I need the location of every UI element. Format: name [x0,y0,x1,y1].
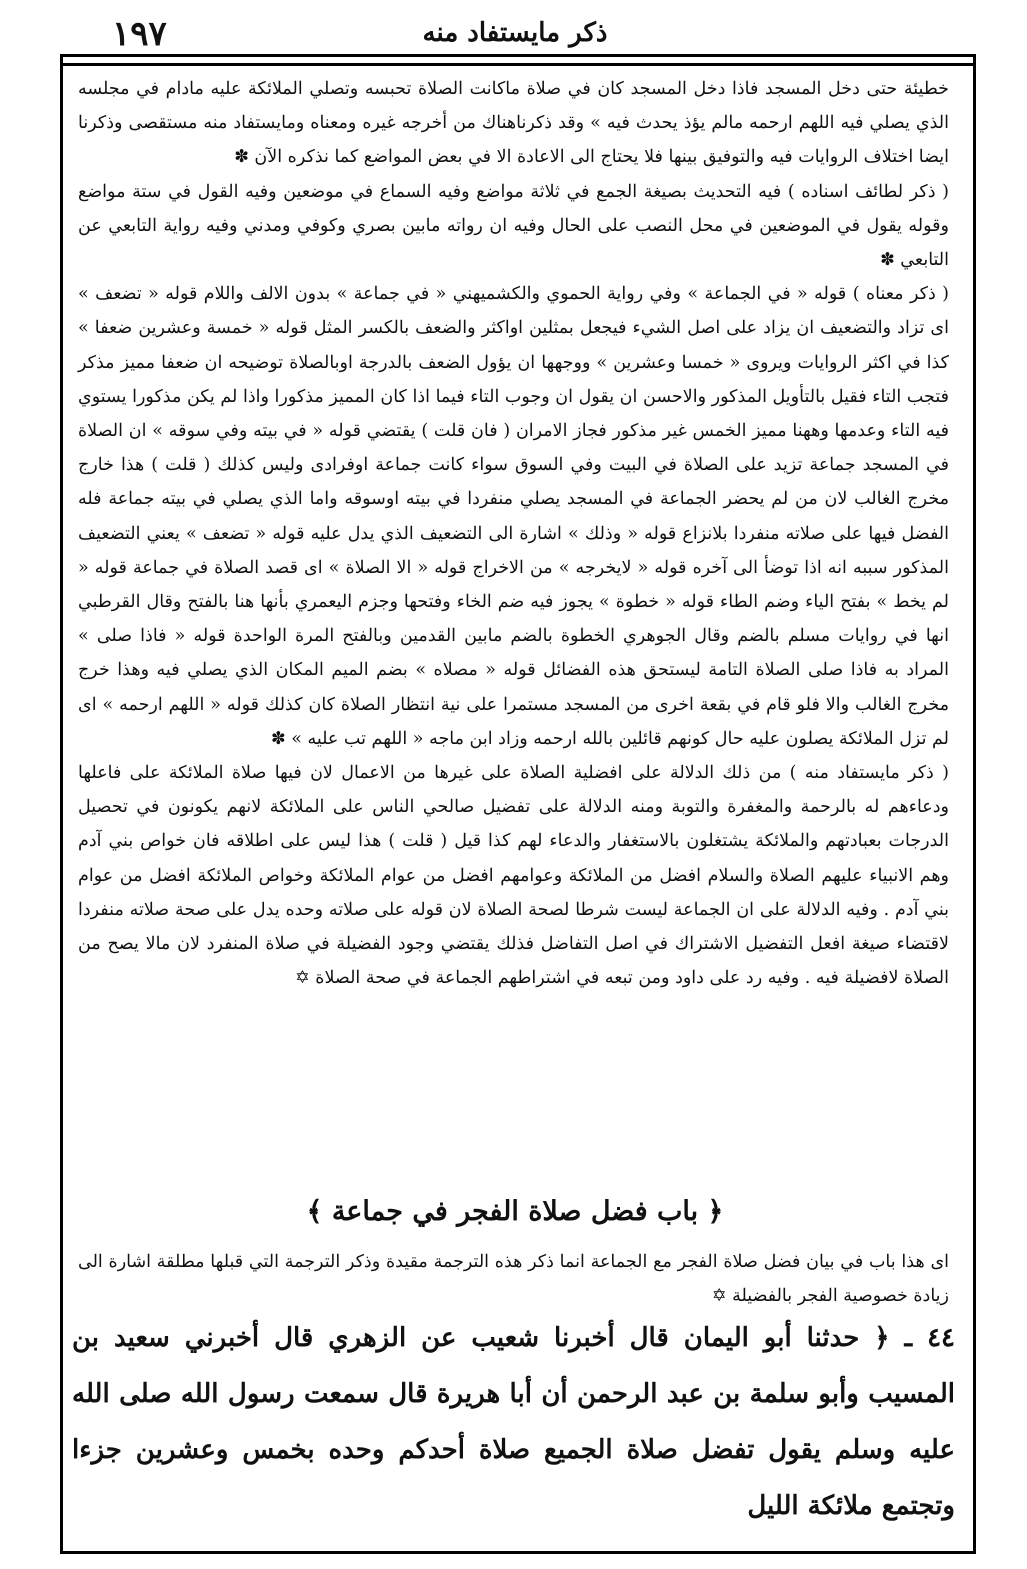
hadith-text-block [72,1310,955,1534]
chapter-intro: اى هذا باب في بيان فضل صلاة الفجر مع الجماعة انما ذكر هذه الترجمة مقيدة وذكر الترجمة التي قبلها مطلقة اشارة الى زيادة خصوصية الفجر بالفضيلة ✡ [78,1252,949,1307]
paragraph-intro: خطيئة حتى دخل المسجد فاذا دخل المسجد كان في صلاة ماكانت الصلاة تحبسه وتصلي الملائكة عليه مادام في مجلسه الذي يصلي فيه اللهم ارحمه مالم يؤذ يحدث فيه » وقد ذكرناهناك من أخرجه غيره ومعناه ومايستفاد منه مستقصى وذكرنا ايضا اختلاف الروايات فيه والتوفيق بينها فلا يحتاج الى الاعادة الا في بعض المواضع كما نذكره الآن ✽ [78,79,949,168]
chapter-heading: ﴿ باب فضل صلاة الفجر في جماعة ﴾ [306,1196,724,1227]
running-title: ذكر مايستفاد منه [422,18,608,48]
paragraph-isnad: ( ذكر لطائف اسناده ) فيه التحديث بصيغة الجمع في ثلاثة مواضع وفيه السماع في موضعين وفيه القول في ستة مواضع وقوله يقول في الموضعين في محل النصب على الحال وفيه ان رواته مابين بصري وكوفي ومدني وفيه رواية التابعي عن التابعي ✽ [78,181,949,271]
paragraph-benefits: ( ذكر مايستفاد منه ) من ذلك الدلالة على افضلية الصلاة على غيرها من الاعمال لان فيها صلاة الملائكة على فاعلها ودعاءهم له بالرحمة والمغفرة والتوبة ومنه الدلالة على تفضيل صالحي الناس على الملائكة لانهم يكونون في تحصيل الدرجات بعبادتهم والملائكة يشتغلون بالاستغفار والدعاء لهم كذا قيل ( قلت ) هذا ليس على اطلاقه فان خواص بني آدم وهم الانبياء عليهم الصلاة والسلام افضل من الملائكة وعوامهم افضل من عوام الملائكة وخواص الملائكة افضل من عوام بني آدم . وفيه الدلالة على ان الجماعة ليست شرطا لصحة الصلاة لان قوله على صلاته وحده يدل على صحة صلاته منفردا لاقتضاء صيغة افعل التفضيل الاشتراك في اصل التفاضل فذلك يقتضي وجود الفضيلة في صلاة المنفرد لان مالا يصح من الصلاة لافضيلة فيه . وفيه رد على داود ومن تبعه في اشتراطهم الجماعة في صحة الصلاة ✡ [78,763,949,989]
page-number: ١٩٧ [112,14,167,54]
commentary-body [78,72,949,995]
hadith-number: ٤٤ ـ [904,1323,955,1353]
hadith-text: ﴿ حدثنا أبو اليمان قال أخبرنا شعيب عن الزهري قال أخبرني سعيد بن المسيب وأبو سلمة بن عبد الرحمن أن أبا هريرة قال سمعت رسول الله صلى الله عليه وسلم يقول تفضل صلاة الجميع صلاة أحدكم وحده بخمس وعشرين جزءا وتجتمع ملائكة الليل [72,1323,955,1521]
paragraph-meaning: ( ذكر معناه ) قوله « في الجماعة » وفي رواية الحموي والكشميهني « في جماعة » بدون الالف واللام قوله « تضعف » اى تزاد والتضعيف ان يزاد على اصل الشيء فيجعل بمثلين اواكثر والضعف بالكسر المثل قوله « خمسة وعشرين ضعفا » كذا في اكثر الروايات ويروى « خمسا وعشرين » ووجهها ان يؤول الضعف بالدرجة اوبالصلاة توضيحه ان ضعفا مميز مذكر فتجب التاء فقيل بالتأويل المذكور والاحسن ان يقول ان وجوب التاء فيما اذا كان المميز مذكورا واذا لم يكن مذكورا يستوي فيه التاء وعدمها وههنا مميز الخمس غير مذكور فجاز الامران ( فان قلت ) يقتضي قوله « في بيته وفي سوقه » ان الصلاة في المسجد جماعة تزيد على الصلاة في البيت وفي السوق سواء كانت جماعة اوفرادى وليس كذلك ( قلت ) هذا خارج مخرج الغالب لان من لم يحضر الجماعة في المسجد يصلي منفردا في بيته اوسوقه واما الذي يصلي في بيته جماعة فله الفضل فيها على صلاته منفردا بلانزاع قوله « وذلك » اشارة الى التضعيف الذي يدل عليه قوله « تضعف » يعني التضعيف المذكور سببه انه اذا توضأ الى آخره قوله « لايخرجه » من الاخراج قوله « الا الصلاة » اى قصد الصلاة في جماعة قوله « لم يخط » بفتح الياء وضم الطاء قوله « خطوة » يجوز فيه ضم الخاء وفتحها وجزم اليعمري بأنها هنا بالفتح وقال القرطبي انها في روايات مسلم بالضم وقال الجوهري الخطوة بالضم مابين القدمين وبالفتح المرة الواحدة قوله « فاذا صلى » المراد به فاذا صلى الصلاة التامة ليستحق هذه الفضائل قوله « مصلاه » بضم الميم المكان الذي يصلي فيه وهذا خرج مخرج الغالب والا فلو قام في بقعة اخرى من المسجد مستمرا على نية انتظار الصلاة كان كذلك قوله « اللهم ارحمه » اى لم تزل الملائكة يصلون عليه حال كونهم قائلين بالله ارحمه وزاد ابن ماجه « اللهم تب عليه » ✽ [78,284,949,749]
